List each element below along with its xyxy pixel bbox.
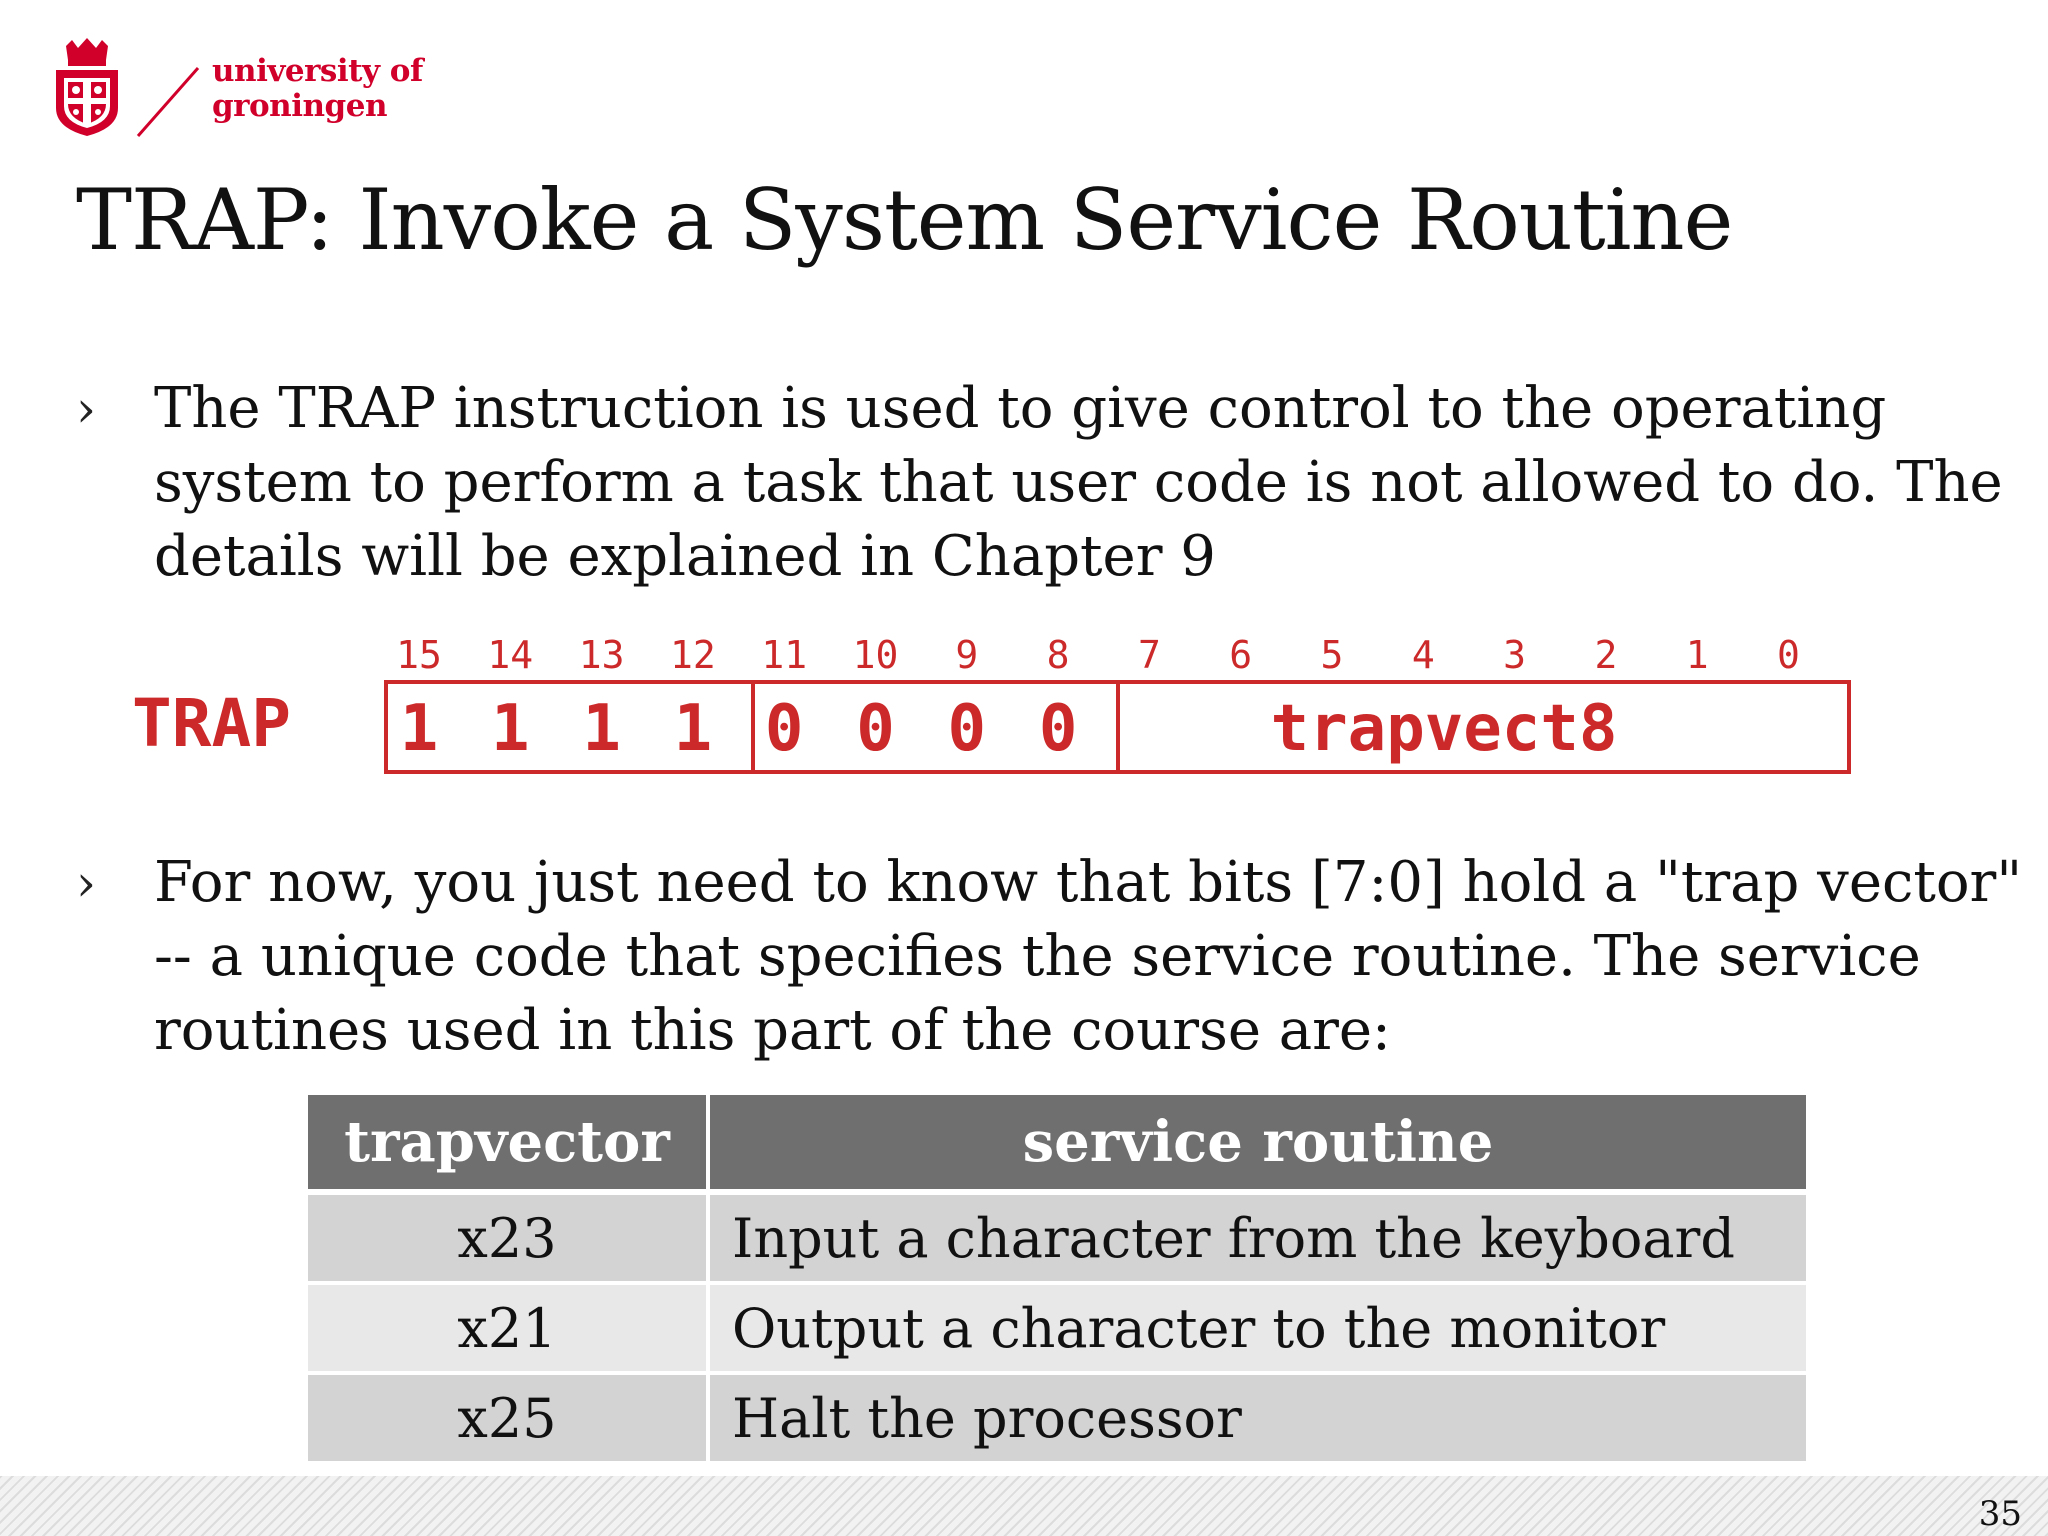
bit-number: 11 — [761, 633, 808, 677]
bit-number: 10 — [852, 633, 899, 677]
service-routine-cell: Halt the processor — [710, 1371, 1806, 1461]
bit-number: 1 — [1685, 633, 1709, 677]
trapvector-cell: x21 — [308, 1281, 710, 1371]
zero-bit: 0 — [764, 692, 804, 766]
bit-number: 9 — [955, 633, 979, 677]
bit-number-row — [396, 633, 1800, 677]
bit-number: 8 — [1046, 633, 1070, 677]
bit-number: 14 — [487, 633, 534, 677]
zero-bit: 0 — [1038, 692, 1078, 766]
page-number: 35 — [1978, 1494, 2022, 1534]
footer-band — [0, 1476, 2048, 1536]
opcode-bit: 1 — [673, 692, 713, 766]
slide-title: TRAP: Invoke a System Service Routine — [76, 171, 1733, 269]
bit-number: 3 — [1503, 633, 1527, 677]
logo-line-1: university of — [212, 53, 423, 89]
service-routine-cell: Input a character from the keyboard — [710, 1191, 1806, 1281]
trapvector-cell: x23 — [308, 1191, 710, 1281]
bit-number: 7 — [1137, 633, 1161, 677]
table-row — [308, 1281, 1806, 1371]
instruction-name: TRAP — [132, 685, 291, 762]
bullet-text: The TRAP instruction is used to give control to the operating system to perform a task that user code is not allowed to do. The details will be explained in Chapter 9 — [154, 376, 2003, 589]
service-routine-cell: Output a character to the monitor — [710, 1281, 1806, 1371]
bit-number: 0 — [1777, 633, 1800, 677]
table-header-row — [308, 1095, 1806, 1191]
opcode-bit: 1 — [399, 692, 439, 766]
zero-bit: 0 — [856, 692, 895, 766]
bullet-marker: › — [76, 854, 96, 912]
trap-instruction-diagram — [120, 628, 1880, 788]
table-row — [308, 1371, 1806, 1461]
column-header-service-routine: service routine — [710, 1095, 1806, 1191]
bit-number: 13 — [578, 633, 625, 677]
crest-icon — [52, 38, 122, 138]
bit-number: 4 — [1411, 633, 1435, 677]
zero-bit: 0 — [947, 692, 987, 766]
university-logo — [52, 38, 432, 148]
zero-bits — [765, 692, 1077, 766]
table-row — [308, 1191, 1806, 1281]
bit-number: 2 — [1594, 633, 1618, 677]
bullet-text: For now, you just need to know that bits [7:0] hold a "trap vector" -- a unique code that specifies the service routine. The service routines used in this part of the course are: — [154, 850, 2023, 1063]
logo-line-2: groningen — [212, 88, 387, 124]
opcode-bits — [400, 692, 712, 766]
bit-number: 6 — [1229, 633, 1253, 677]
trapvector-table — [308, 1095, 1806, 1461]
trapvect8-label: trapvect8 — [1270, 692, 1618, 766]
trapvector-cell: x25 — [308, 1371, 710, 1461]
opcode-bit: 1 — [491, 692, 530, 766]
bit-number: 5 — [1320, 633, 1344, 677]
column-header-trapvector: trapvector — [308, 1095, 710, 1191]
logo-wordmark — [212, 54, 423, 124]
opcode-bit: 1 — [582, 692, 621, 766]
logo-divider — [132, 60, 212, 140]
bit-number: 12 — [670, 633, 716, 677]
bullet-marker: › — [76, 380, 96, 438]
bit-number: 15 — [396, 633, 442, 677]
